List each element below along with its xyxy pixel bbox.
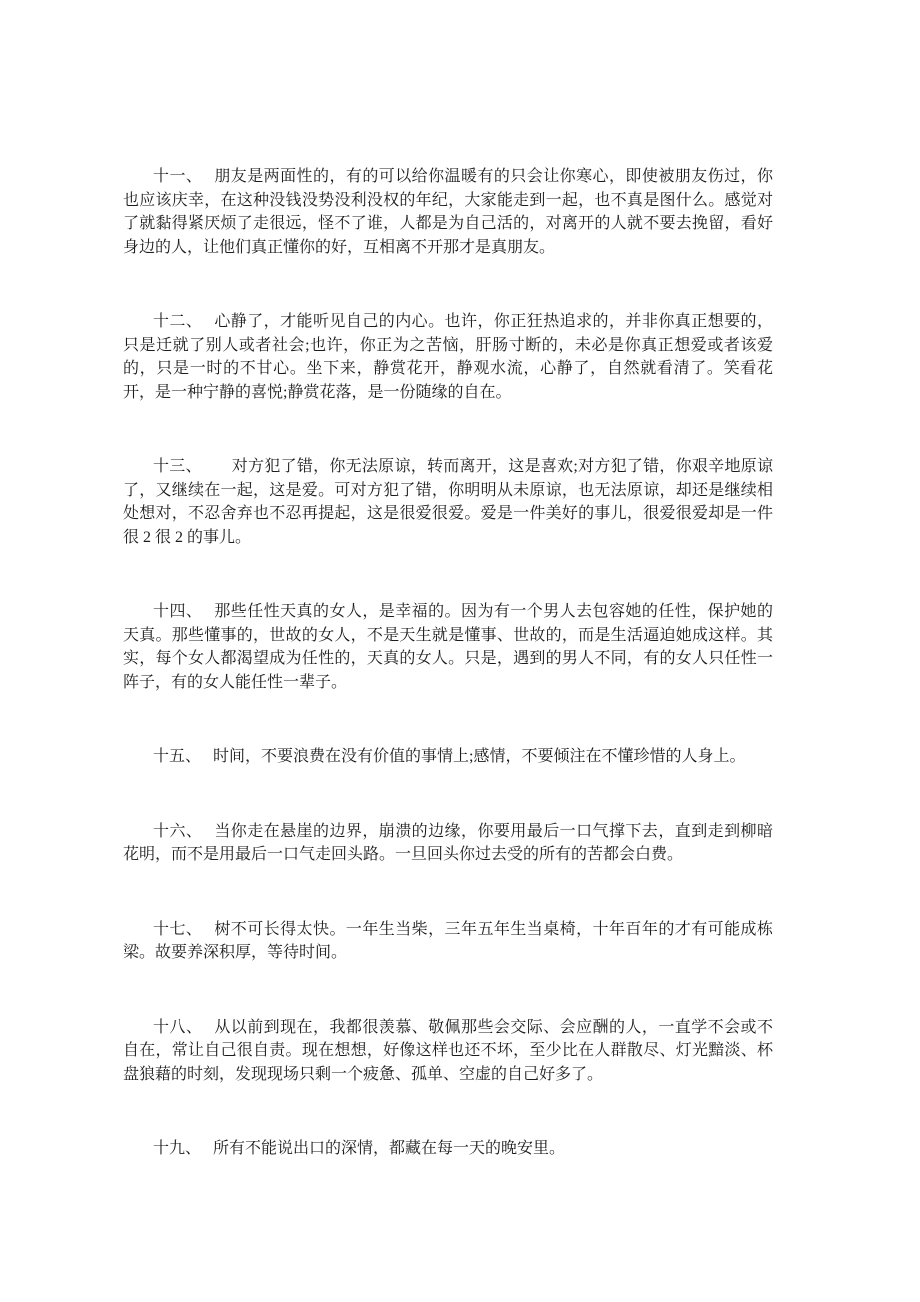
paragraph-number: 十六、 [153,822,203,840]
paragraph-number: 十四、 [153,603,203,620]
quote-paragraph-12 [123,310,773,404]
paragraph-text: 对方犯了错，你无法原谅，转而离开，这是喜欢;对方犯了错，你艰辛地原谅了，又继续在一起，这是爱。可对方犯了错，你明明从未原谅，也无法原谅，却还是继续相处想对，不忍舍弃也不忍再提起，这是很爱很爱。爱是一件美好的事儿，很爱很爱却是一件很 2 很 2 的事儿。 [123,458,773,546]
quote-paragraph-17 [123,918,773,965]
paragraph-text: 那些任性天真的女人，是幸福的。因为有一个男人去包容她的任性，保护她的天真。那些懂事的，世故的女人，不是天生就是懂事、世故的，而是生活逼迫她成这样。其实，每个女人都渴望成为任性的，天真的女人。只是，遇到的男人不同，有的女人只任性一阵子，有的女人能任性一辈子。 [123,603,773,691]
quote-paragraph-16 [123,820,773,867]
paragraph-text: 当你走在悬崖的边界，崩溃的边缘，你要用最后一口气撑下去，直到走到柳暗花明，而不是用最后一口气走回头路。一旦回头你过去受的所有的苦都会白费。 [123,822,773,863]
paragraph-number: 十九、 [153,1140,202,1157]
quote-paragraph-19 [123,1137,773,1161]
paragraph-number: 十二、 [153,313,203,330]
quote-paragraph-18 [123,1016,773,1087]
quote-paragraph-14 [123,600,773,694]
paragraph-number: 十一、 [153,168,203,185]
quote-paragraph-11 [123,165,773,259]
quote-paragraph-13 [123,455,773,549]
paragraph-number: 十八、 [153,1018,203,1036]
paragraph-text: 树不可长得太快。一年生当柴，三年五年生当桌椅，十年百年的才有可能成栋梁。故要养深积厚，等待时间。 [123,920,773,961]
paragraph-number: 十七、 [153,920,203,938]
paragraph-number: 十五、 [153,748,202,765]
paragraph-text: 心静了，才能听见自己的内心。也许，你正狂热追求的，并非你真正想要的，只是迁就了别人或者社会;也许，你正为之苦恼，肝肠寸断的，未必是你真正想爱或者该爱的，只是一时的不甘心。坐下来，静赏花开，静观水流，心静了，自然就看清了。笑看花开，是一种宁静的喜悦;静赏花落，是一份随缘的自在。 [123,313,773,401]
quote-paragraph-15 [123,745,773,769]
paragraph-text: 所有不能说出口的深情，都藏在每一天的晚安里。 [213,1140,566,1157]
paragraph-number: 十三、 [153,458,202,475]
paragraph-text: 朋友是两面性的，有的可以给你温暖有的只会让你寒心，即使被朋友伤过，你也应该庆幸，在这种没钱没势没利没权的年纪，大家能走到一起，也不真是图什么。感觉对了就黏得紧厌烦了走很远，怪不了谁，人都是为自己活的，对离开的人就不要去挽留，看好身边的人，让他们真正懂你的好，互相离不开那才是真朋友。 [123,168,773,256]
paragraph-text: 时间，不要浪费在没有价值的事情上;感情，不要倾注在不懂珍惜的人身上。 [213,748,746,765]
paragraph-text: 从以前到现在，我都很羡慕、敬佩那些会交际、会应酬的人，一直学不会或不自在，常让自己很自责。现在想想，好像这样也还不坏，至少比在人群散尽、灯光黯淡、杯盘狼藉的时刻，发现现场只剩一个疲惫、孤单、空虚的自己好多了。 [123,1018,773,1083]
